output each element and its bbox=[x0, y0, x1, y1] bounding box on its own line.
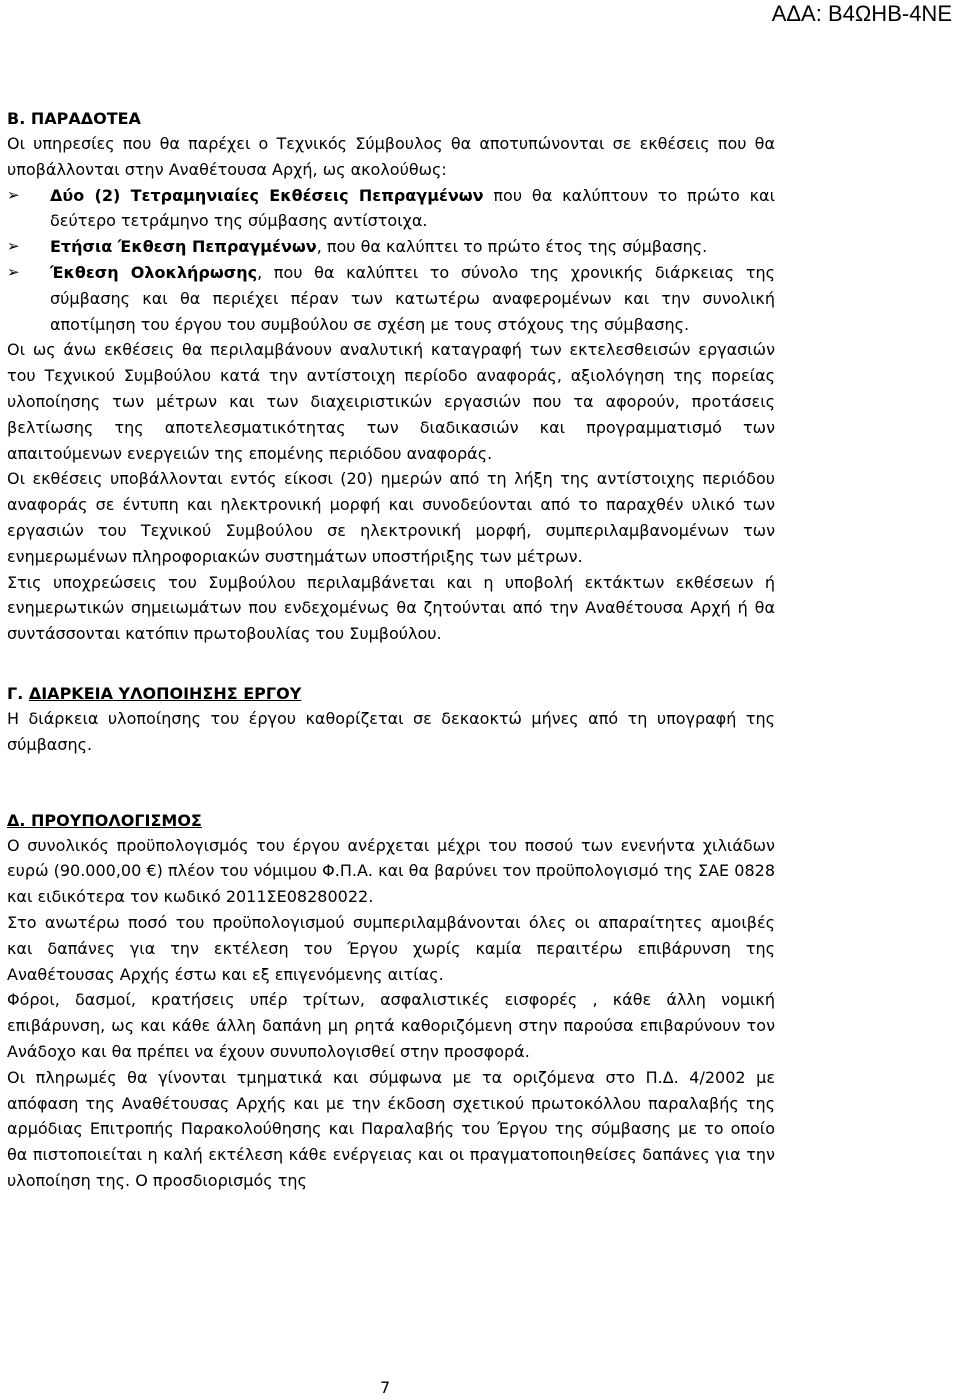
section-b-paragraph: Οι ως άνω εκθέσεις θα περιλαμβάνουν αναλυτική καταγραφή των εκτελεσθεισών εργασιών του Τεχνικού Συμβούλου κατά την αντίστοιχη περίοδο αναφοράς, αξιολόγηση της πορείας υλοποίησης των μέτρων και των διαχειριστικών εργασιών που τα αφορούν, προτάσεις βελτίωσης της αποτελεσματικότητας των διαδικασιών και προγραμματισμό των απαιτούμενων ενεργειών της επομένης περιόδου αναφοράς. bbox=[7, 340, 775, 463]
section-c-title bbox=[7, 681, 775, 706]
section-d-paragraph: Ο συνολικός προϋπολογισμός του έργου ανέρχεται μέχρι του ποσού των ενενήντα χιλιάδων ευρώ (90.000,00 €) πλέον του νόμιμου Φ.Π.Α. και θα βαρύνει τον προϋπολογισμό της ΣΑΕ 0828 και ειδικότερα τον κωδικό 2011ΣΕ08280022. bbox=[7, 835, 775, 907]
section-b-paragraph: Οι εκθέσεις υποβάλλονται εντός είκοσι (20) ημερών από τη λήξη της αντίστοιχης περιόδου αναφοράς σε έντυπη και ηλεκτρονική μορφή και συνοδεύονται από το παραχθέν υλικό των εργασιών του Τεχνικού Συμβούλου σε ηλεκτρονική μορφή, συμπεριλαμβανομένων των ενημερωμένων πληροφοριακών συστημάτων υποστήριξης των μέτρων. bbox=[7, 469, 775, 566]
list-item bbox=[7, 234, 775, 260]
section-b-paragraph: Στις υποχρεώσεις του Συμβούλου περιλαμβάνεται και η υποβολή εκτάκτων εκθέσεων ή ενημερωτικών σημειωμάτων που ενδεχομένως θα ζητούνται από την Αναθέτουσα Αρχή ή θα συντάσσονται κατόπιν πρωτοβουλίας του Συμβούλου. bbox=[7, 572, 775, 644]
arrow-bullet-icon: ➢ bbox=[7, 185, 20, 204]
ada-code: ΑΔΑ: Β4ΩΗΒ-4ΝΕ bbox=[771, 1, 952, 26]
section-b-intro: Οι υπηρεσίες που θα παρέχει ο Τεχνικός Σύμβουλος θα αποτυπώνονται σε εκθέσεις που θα υποβάλλονται στην Αναθέτουσα Αρχή, ως ακολούθως: bbox=[7, 134, 775, 179]
spacer bbox=[7, 647, 775, 681]
section-d-title: Δ. ΠΡΟΥΠΟΛΟΓΙΣΜΟΣ bbox=[7, 810, 202, 830]
document-page bbox=[7, 106, 775, 1194]
section-c-title-text: ΔΙΑΡΚΕΙΑ ΥΛΟΠΟΙΗΣΗΣ ΕΡΓΟΥ bbox=[28, 683, 302, 703]
arrow-bullet-icon: ➢ bbox=[7, 237, 20, 256]
section-d-paragraph: Φόροι, δασμοί, κρατήσεις υπέρ τρίτων, ασφαλιστικές εισφορές , κάθε άλλη νομική επιβάρυνση, ως και κάθε άλλη δαπάνη μη ρητά καθοριζόμενη στην παρούσα επιβαρύνουν τον Ανάδοχο και θα πρέπει να έχουν συνυπολογισθεί στην προσφορά. bbox=[7, 990, 775, 1061]
section-c-paragraph: Η διάρκεια υλοποίησης του έργου καθορίζεται σε δεκαοκτώ μήνες από τη υπογραφή της σύμβασης. bbox=[7, 708, 775, 754]
bullet-text: που θα καλύπτουν το πρώτο και δεύτερο τετράμηνο της σύμβασης αντίστοιχα. bbox=[50, 185, 775, 231]
section-d-paragraph: Στο ανωτέρω ποσό του προϋπολογισμού συμπεριλαμβάνονται όλες οι απαραίτητες αμοιβές και δαπάνες για την εκτέλεση του Έργου χωρίς καμία περαιτέρω επιβάρυνση της Αναθέτουσας Αρχής έστω και εξ επιγενόμενης αιτίας. bbox=[7, 912, 775, 984]
spacer bbox=[7, 758, 775, 808]
list-item bbox=[7, 260, 775, 337]
section-b-title: Β. ΠΑΡΑΔΟΤΕΑ bbox=[7, 109, 141, 128]
section-c-prefix: Γ. bbox=[7, 683, 29, 703]
bullet-bold-text: Δύο (2) Τετραμηνιαίες Εκθέσεις Πεπραγμένων bbox=[50, 185, 484, 205]
bullet-bold-text: Έκθεση Ολοκλήρωσης bbox=[50, 262, 258, 282]
page-number: 7 bbox=[380, 1378, 391, 1397]
bullet-text: , που θα καλύπτει το πρώτο έτος της σύμβασης. bbox=[316, 237, 708, 257]
deliverables-list bbox=[7, 183, 775, 338]
section-d-paragraph: Οι πληρωμές θα γίνονται τμηματικά και σύμφωνα με τα οριζόμενα στο Π.Δ. 4/2002 με απόφαση της Αναθέτουσας Αρχής και με την έκδοση σχετικού πρωτοκόλλου παραλαβής της αρμόδιας Επιτροπής Παρακολούθησης και Παραλαβής του Έργου της σύμβασης με το οποίο θα πιστοποιείται η καλή εκτέλεση κάθε ενέργειας και οι πραγματοποιηθείσες δαπάνες για την υλοποίηση της. Ο προσδιορισμός της bbox=[7, 1067, 775, 1190]
bullet-text: , που θα καλύπτει το σύνολο της χρονικής διάρκειας της σύμβασης και θα περιέχει πέραν των κατωτέρω αναφερομένων και την συνολική αποτίμηση του έργου του συμβούλου σε σχέση με τους στόχους της σύμβασης. bbox=[50, 262, 776, 334]
list-item bbox=[7, 183, 775, 235]
bullet-bold-text: Ετήσια Έκθεση Πεπραγμένων bbox=[50, 237, 317, 257]
arrow-bullet-icon: ➢ bbox=[7, 262, 20, 281]
